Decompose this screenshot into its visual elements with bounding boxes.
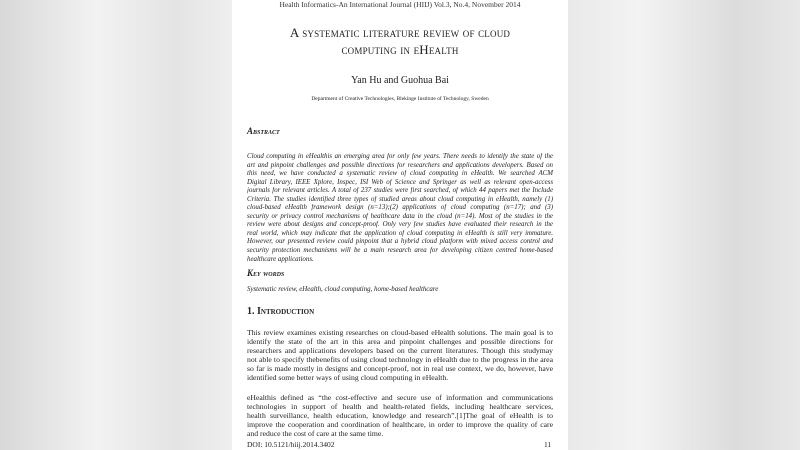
text-line: Criteria. The studies identified three types of studied areas about cloud computing in eHealth, namely (1) — [247, 195, 553, 203]
text-line: health surveillance, health education, knowledge and research”.[1]The goal of eHealth is to — [247, 411, 553, 421]
keywords: Systematic review, eHealth, cloud computing, home-based healthcare — [247, 286, 439, 293]
text-line: art and pinpoint challenges and possible directions for researchers and applications developers. Based on — [247, 161, 553, 169]
keywords-heading: Key words — [247, 268, 285, 278]
text-line: Cloud computing in eHealthis an emerging area for only few years. There needs to identify the state of the — [247, 153, 553, 160]
text-line: This review examines existing researches on cloud-based eHealth solutions. The main goal is to — [247, 328, 553, 337]
abstract-text — [247, 153, 553, 264]
doi: DOI: 10.5121/hiij.2014.3402 — [247, 440, 335, 449]
title-line: A systematic literature review of cloud — [289, 25, 511, 40]
intro-paragraph-1 — [247, 328, 553, 383]
text-line: security or privacy control mechanisms of healthcare data in the cloud (n=14). Most of the studies in the — [247, 212, 553, 220]
text-line: and reduce the cost of care at the same time. — [247, 429, 384, 439]
text-line: this need, we have conducted a systematic review of cloud computing in eHealth. We searched ACM — [247, 170, 553, 178]
text-line: healthcare applications. — [247, 255, 314, 263]
text-line: cloud-based eHealth framework design (n=13);(2) applications of cloud computing (n=17); and (3) — [247, 204, 553, 212]
journal-header: Health Informatics-An International Journal (HIIJ) Vol.3, No.4, November 2014 — [279, 0, 521, 9]
text-line: eHealthis defined as “the cost-effective and secure use of information and communications — [247, 393, 553, 402]
text-line: identified some better ways of using cloud computing in eHealth. — [247, 373, 449, 383]
affiliation: Department of Creative Technologies, Blekinge Institute of Technology, Sweden — [311, 96, 489, 102]
authors: Yan Hu and Guohua Bai — [351, 75, 449, 86]
section-heading: 1. Introduction — [247, 306, 315, 317]
title-line: computing in eHealth — [341, 42, 459, 57]
text-line: security protection mechanisms will be a main research area for developing citizen centred home-based — [247, 247, 553, 255]
text-line: Digital Library, IEEE Xplore, Inspec, ISI Web of Science and Springer as well as relevant open-access — [247, 178, 553, 186]
text-line: improve the cooperation and coordination of healthcare, in order to improve the quality of care — [247, 420, 553, 430]
intro-paragraph-2 — [247, 393, 553, 438]
text-line: identify the state of the art in this area and pinpoint challenges and possible directions for — [247, 337, 553, 347]
text-line: real world, which may indicate that the application of cloud computing in eHealth is still very immature. — [247, 229, 553, 237]
text-line: review were about designs and concept-proof. Only very few studies have evaluated their research in the — [247, 221, 553, 229]
text-line: However, our presented review could pinpoint that a hybrid cloud platform with mixed access control and — [247, 238, 553, 246]
text-line: so far is made mostly in designs and concept-proof, not in real use context, we do, however, have — [247, 364, 553, 374]
paper-title — [232, 24, 568, 58]
text-line: journals for relevant articles. A total of 237 studies were first searched, of which 44 papers met the Include — [247, 187, 553, 195]
text-line: researchers and applications developers based on the current literatures. Though this studymay — [247, 346, 553, 356]
text-line: technologies in support of health and health-related fields, including healthcare services, — [247, 402, 553, 412]
abstract-heading: Abstract — [247, 126, 280, 136]
page-number: 11 — [544, 440, 552, 449]
text-line: not able to specify thebenefits of using cloud technology in eHealth due to the progress in the area — [247, 355, 553, 365]
